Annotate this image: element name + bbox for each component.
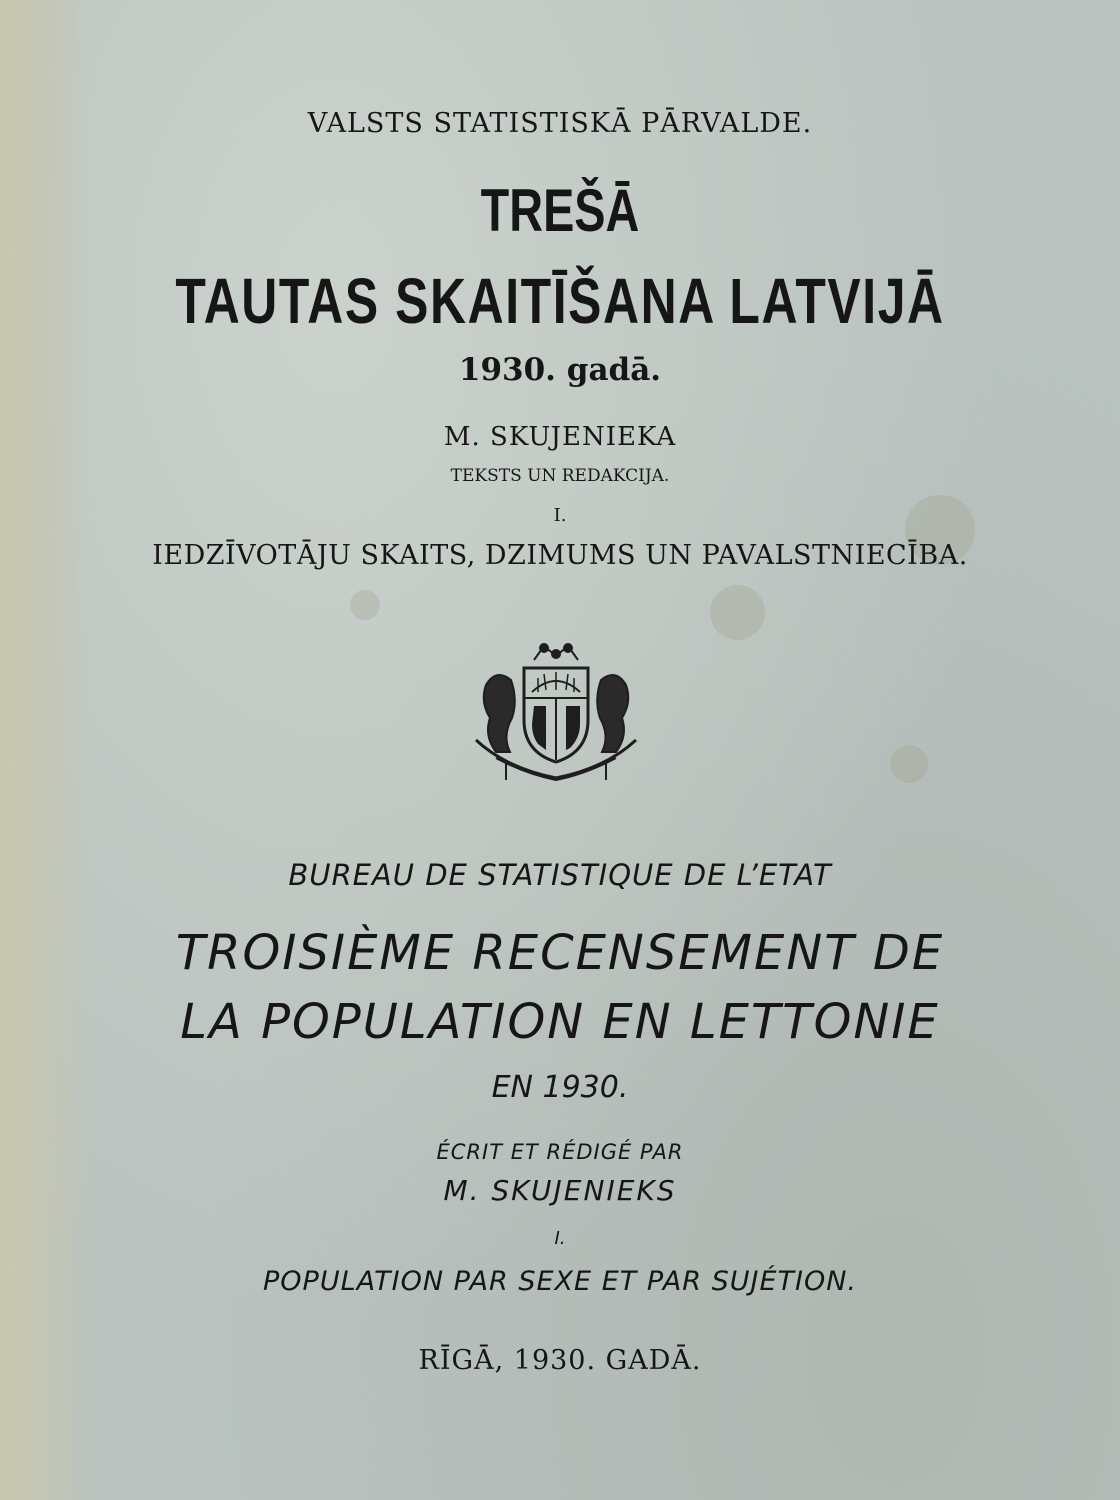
subject-french: POPULATION PAR SEXE ET PAR SUJÉTION. [263,1266,857,1297]
title-line-2-french: LA POPULATION EN LETTONIE [180,994,940,1050]
paper-stain [710,585,765,640]
subject-latvian: IEDZĪVOTĀJU SKAITS, DZIMUMS UN PAVALSTNIECĪBA. [152,540,968,571]
author-latvian: M. SKUJENIEKA [443,422,677,452]
year-latvian: 1930. gadā. [458,352,662,388]
paper-stain [350,590,380,620]
volume-french: I. [554,1228,566,1249]
year-french: EN 1930. [491,1070,629,1105]
author-french: M. SKUJENIEKS [443,1174,677,1207]
imprint: RĪGĀ, 1930. GADĀ. [418,1345,702,1376]
title-line-1-latvian: TREŠĀ [480,177,640,244]
volume-latvian: I. [553,505,567,526]
paper-stain [890,745,928,783]
title-line-1-french: TROISIÈME RECENSEMENT DE [175,925,945,981]
title-line-2-latvian: TAUTAS SKAITĪŠANA LATVIJĀ [175,265,945,337]
coat-of-arms-icon [466,640,646,785]
credit-french: ÉCRIT ET RÉDIGÉ PAR [436,1140,684,1164]
agency-french: BUREAU DE STATISTIQUE DE L’ETAT [288,858,832,892]
credit-latvian: TEKSTS UN REDAKCIJA. [450,466,670,486]
agency-latvian: VALSTS STATISTISKĀ PĀRVALDE. [307,108,813,139]
